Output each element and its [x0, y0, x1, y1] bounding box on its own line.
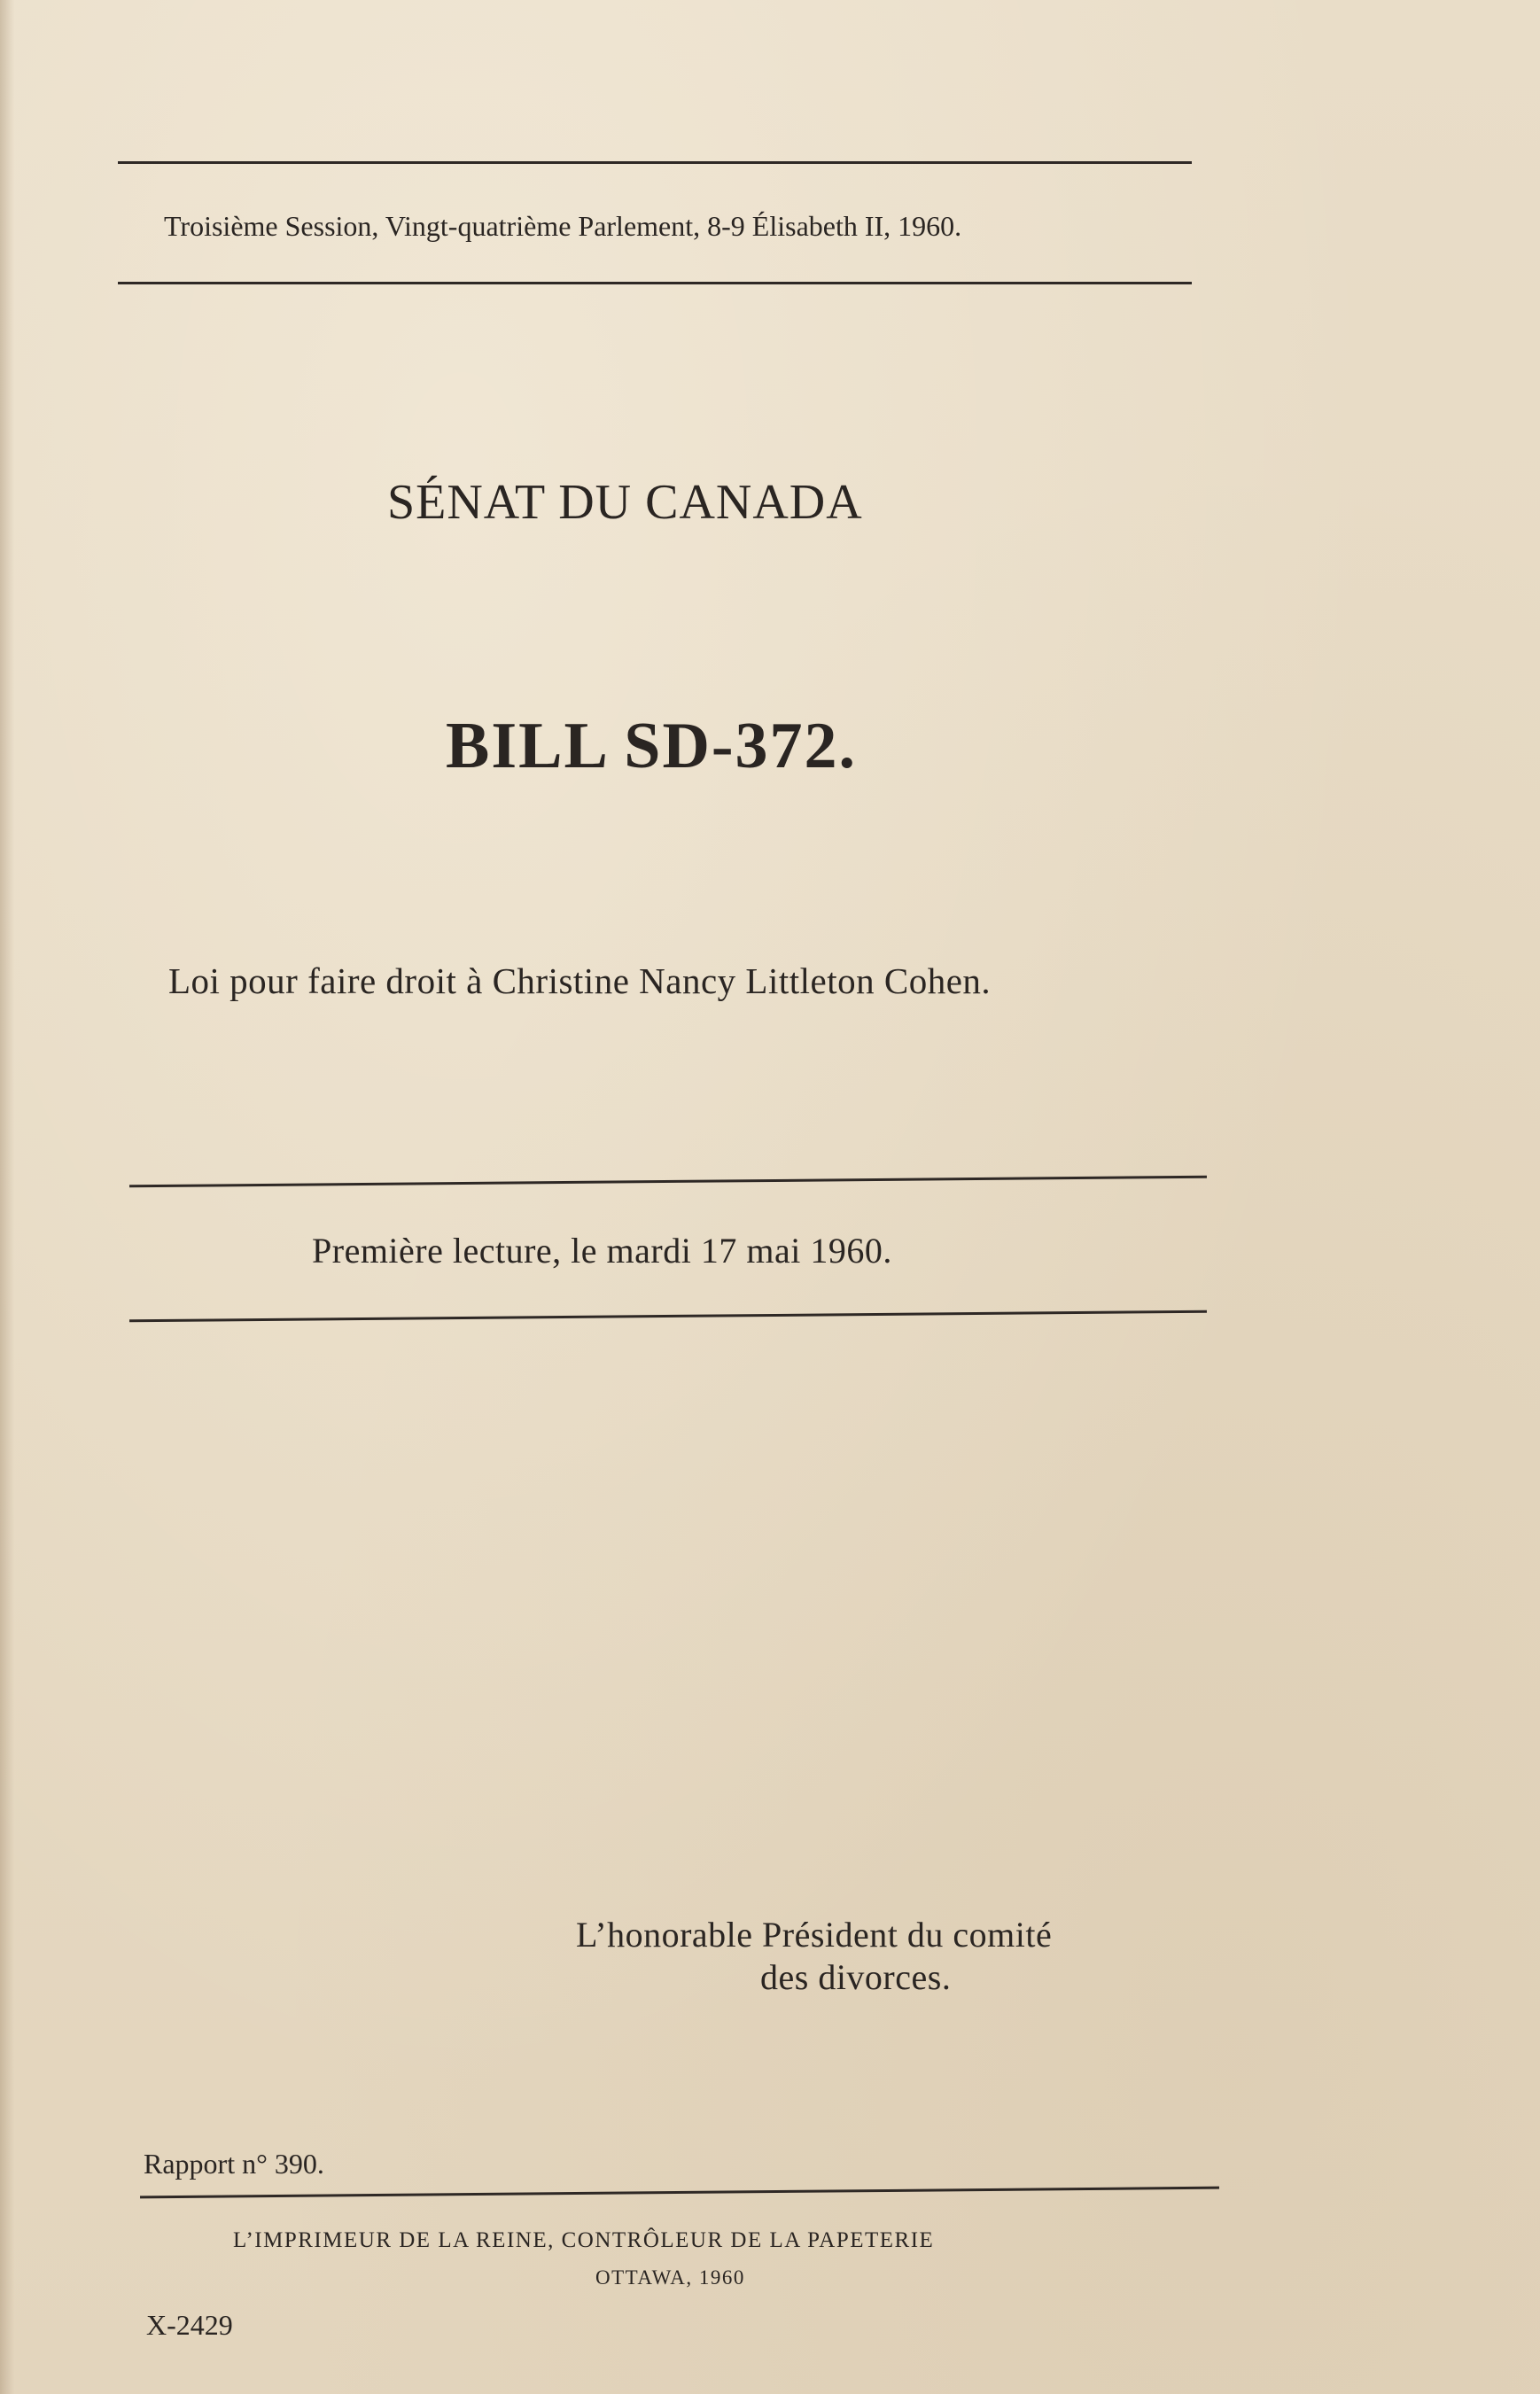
sponsor-committee: des divorces. [760, 1957, 952, 1997]
reading-top-rule [129, 1176, 1207, 1188]
top-rule [118, 161, 1192, 164]
reading-bottom-rule [129, 1310, 1207, 1323]
session-bottom-rule [118, 282, 1192, 284]
bill-number: BILL SD-372. [446, 710, 858, 782]
first-reading-line: Première lecture, le mardi 17 mai 1960. [312, 1231, 892, 1271]
document-code: X-2429 [146, 2309, 233, 2341]
printer-line: L’IMPRIMEUR DE LA REINE, CONTRÔLEUR DE LA PAPETERIE [233, 2228, 935, 2252]
report-number: Rapport n° 390. [144, 2148, 324, 2180]
sponsor-line: L’honorable Président du comité [576, 1915, 1053, 1955]
chamber-heading: SÉNAT DU CANADA [387, 475, 863, 530]
bill-title: Loi pour faire droit à Christine Nancy Littleton Cohen. [168, 960, 992, 1001]
session-line: Troisième Session, Vingt-quatrième Parlement, 8-9 Élisabeth II, 1960. [164, 210, 962, 242]
printer-city: OTTAWA, 1960 [595, 2266, 745, 2289]
footer-rule [140, 2187, 1219, 2199]
page-edge-shadow [0, 0, 14, 2394]
